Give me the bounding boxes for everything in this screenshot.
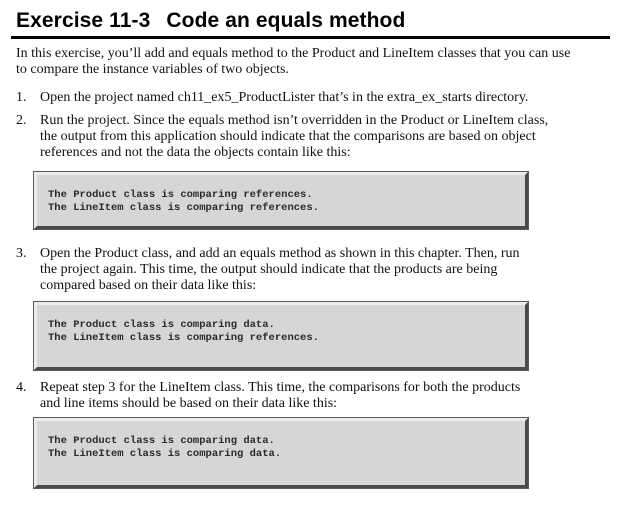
step-number: 2.	[16, 113, 27, 128]
exercise-title	[16, 9, 405, 33]
console-output-step-2	[34, 172, 528, 229]
intro-paragraph: In this exercise, you’ll add and equals method to the Product and LineItem classes that you can use to compare the instance variables of two objects.	[16, 46, 571, 77]
console-line: The Product class is comparing data.	[48, 435, 275, 447]
title-rule	[11, 36, 610, 39]
step-text: Repeat step 3 for the LineItem class. This time, the comparisons for both the products and line items should be based on their data like this:	[40, 380, 521, 411]
step-text: Run the project. Since the equals method isn’t overridden in the Product or LineItem class, the output from this application should indicate that the comparisons are based on object references and not the data the objects contain like this:	[40, 113, 549, 160]
console-line: The LineItem class is comparing data.	[48, 448, 282, 460]
console-line: The LineItem class is comparing references.	[48, 332, 319, 344]
exercise-name: Code an equals method	[166, 9, 406, 32]
step-number: 1.	[16, 90, 27, 105]
console-line: The LineItem class is comparing references.	[48, 202, 319, 214]
exercise-number: Exercise 11-3	[16, 9, 151, 32]
step-number: 4.	[16, 380, 27, 395]
console-output-step-3	[34, 302, 528, 370]
console-line: The Product class is comparing references.	[48, 189, 313, 201]
step-text: Open the Product class, and add an equals method as shown in this chapter. Then, run the project again. This time, the output should indicate that the products are being compared based on their data like this:	[40, 246, 520, 293]
step-number: 3.	[16, 246, 27, 261]
step-text: Open the project named ch11_ex5_ProductLister that’s in the extra_ex_starts directory.	[40, 90, 529, 105]
console-output-step-4	[34, 418, 528, 488]
console-line: The Product class is comparing data.	[48, 319, 275, 331]
